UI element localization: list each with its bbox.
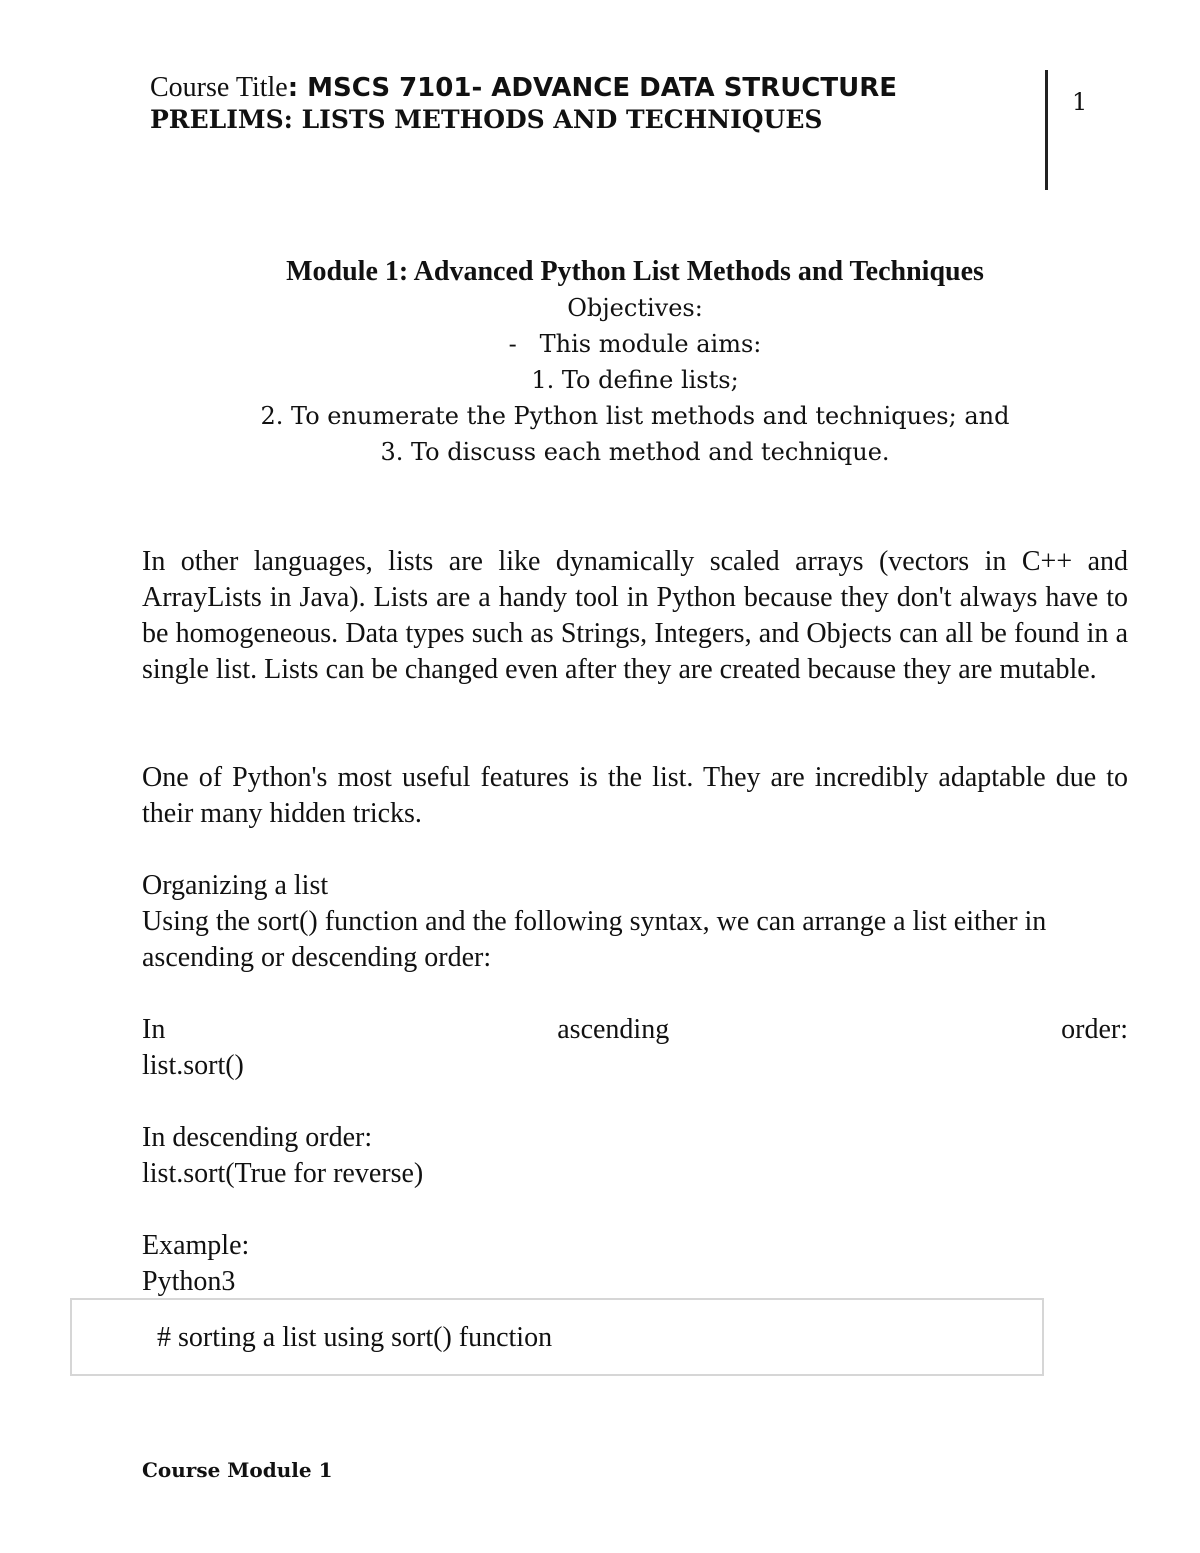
example-section [142, 1228, 1128, 1300]
objective-item: 2. To enumerate the Python list methods and techniques; and [260, 402, 1010, 430]
objective-item: 1. To define lists; [531, 366, 739, 394]
features-paragraph-block [142, 760, 1128, 832]
ascending-section [142, 1012, 1128, 1084]
code-block [70, 1298, 1044, 1376]
objectives-label: Objectives: [567, 294, 703, 322]
paragraph: One of Python's most useful features is the list. They are incredibly adaptable due to their many hidden tricks. [142, 762, 1128, 829]
course-title-value: : MSCS 7101- ADVANCE DATA STRUCTURE [287, 73, 898, 103]
language-label: Python3 [142, 1266, 236, 1297]
code-comment-line: # sorting a list using sort() function [157, 1322, 553, 1353]
header-divider [1045, 70, 1048, 190]
course-title-label: Course Title [150, 72, 288, 103]
example-label: Example: [142, 1230, 250, 1261]
ascending-word: ascending [557, 1014, 670, 1045]
module-aims: - This module aims: [508, 330, 762, 358]
descending-section [142, 1120, 1128, 1192]
prelims-subtitle: PRELIMS: LISTS METHODS AND TECHNIQUES [150, 105, 823, 134]
ascending-word: order: [1061, 1014, 1128, 1045]
page-number: 1 [1072, 88, 1088, 116]
section-heading: Organizing a list [142, 870, 329, 901]
ascending-code: list.sort() [142, 1050, 244, 1081]
course-title-line [150, 72, 1030, 104]
module-intro [140, 254, 1130, 470]
paragraph: Using the sort() function and the following syntax, we can arrange a list either in ascending or descending order: [142, 906, 1047, 973]
intro-paragraph-block [142, 544, 1128, 688]
paragraph: In other languages, lists are like dynamically scaled arrays (vectors in C++ and ArrayLists in Java). Lists are a handy tool in Python because they don't always have to be homogeneous. Data types such as Strings, Integers, and Objects can all be found in a single list. Lists can be changed even after they are created because they are mutable. [142, 546, 1128, 685]
module-title: Module 1: Advanced Python List Methods and Techniques [286, 256, 984, 287]
page-header [150, 72, 1030, 136]
page-footer: Course Module 1 [142, 1458, 333, 1482]
ascending-word: In [142, 1014, 166, 1045]
ascending-label-line [142, 1012, 1128, 1048]
organizing-section [142, 868, 1128, 976]
descending-code: list.sort(True for reverse) [142, 1158, 424, 1189]
descending-label: In descending order: [142, 1122, 373, 1153]
objective-item: 3. To discuss each method and technique. [380, 438, 890, 466]
